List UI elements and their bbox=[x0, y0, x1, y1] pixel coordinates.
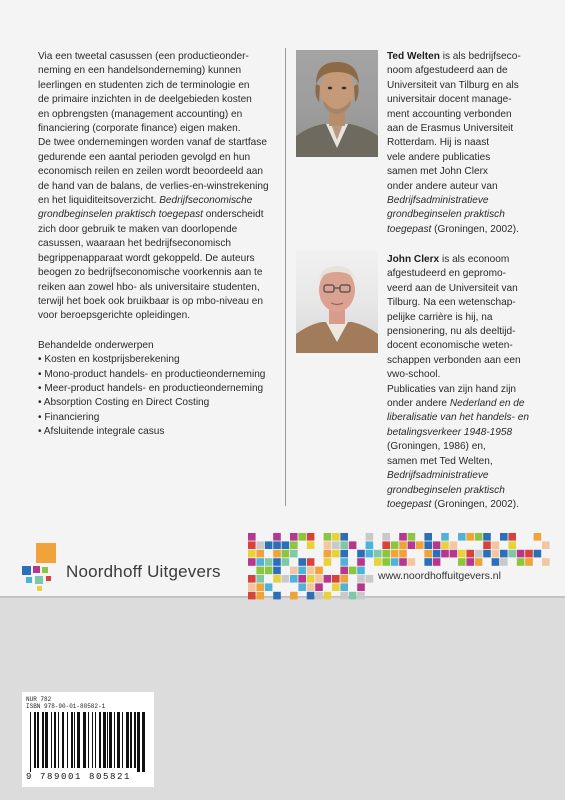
mosaic-square bbox=[265, 558, 273, 566]
blurb-line: financiering (corporate finance) eigen maken. bbox=[38, 123, 241, 135]
portrait-illustration bbox=[296, 50, 378, 157]
blurb-line: De twee ondernemingen worden vanaf de startfase bbox=[38, 137, 267, 149]
mosaic-square bbox=[332, 533, 340, 541]
mosaic-square bbox=[366, 541, 374, 549]
barcode-bar bbox=[30, 712, 31, 772]
author-photo-ted-welten bbox=[296, 50, 378, 157]
mosaic-square bbox=[315, 575, 323, 583]
topics-heading: Behandelde onderwerpen bbox=[38, 339, 154, 351]
mosaic-square bbox=[332, 550, 340, 558]
mosaic-square bbox=[265, 583, 273, 591]
mosaic-square bbox=[256, 592, 264, 600]
mosaic-square bbox=[273, 592, 281, 600]
mosaic-square bbox=[340, 575, 348, 583]
blurb-line: casussen, waaraan het bedrijfseconomisch bbox=[38, 238, 232, 250]
mosaic-square bbox=[340, 558, 348, 566]
mosaic-square bbox=[458, 558, 466, 566]
mosaic-square bbox=[307, 567, 315, 575]
blurb-line: onderscheidt bbox=[202, 209, 264, 221]
mosaic-square bbox=[433, 558, 441, 566]
mosaic-square bbox=[357, 592, 365, 600]
barcode-bar bbox=[74, 712, 75, 768]
mosaic-square bbox=[433, 541, 441, 549]
mosaic-square bbox=[391, 541, 399, 549]
barcode-bar bbox=[54, 712, 56, 768]
mosaic-square bbox=[408, 558, 416, 566]
barcode-label bbox=[22, 692, 154, 787]
mosaic-square bbox=[256, 567, 264, 575]
mosaic-square bbox=[298, 533, 306, 541]
mosaic-square bbox=[525, 558, 533, 566]
barcode-bar bbox=[134, 712, 136, 768]
mosaic-square bbox=[248, 533, 256, 541]
mosaic-square bbox=[273, 575, 281, 583]
mosaic-square bbox=[382, 533, 390, 541]
mosaic-square bbox=[483, 541, 491, 549]
topic-item: • Financiering bbox=[38, 411, 100, 423]
mosaic-square bbox=[332, 575, 340, 583]
mosaic-square bbox=[332, 541, 340, 549]
blurb-line: Via een tweetal casussen (een productieonder- bbox=[38, 51, 249, 62]
mosaic-square bbox=[256, 541, 264, 549]
blurb-line: begrippenapparaat wordt gekoppeld. De auteurs bbox=[38, 252, 255, 264]
mosaic-square bbox=[282, 550, 290, 558]
blurb-paragraph-2 bbox=[38, 136, 274, 323]
mosaic-square bbox=[534, 550, 542, 558]
mosaic-square bbox=[256, 575, 264, 583]
barcode-bar bbox=[51, 712, 52, 768]
topic-item: • Meer-product handels- en productieonderneming bbox=[38, 382, 264, 394]
mosaic-square bbox=[248, 558, 256, 566]
mosaic-square bbox=[483, 533, 491, 541]
mosaic-square bbox=[441, 533, 449, 541]
barcode-bar bbox=[42, 712, 44, 768]
blurb-paragraph-1 bbox=[38, 50, 274, 136]
barcode-bar bbox=[71, 712, 73, 768]
mosaic-square bbox=[349, 567, 357, 575]
mosaic-square bbox=[399, 558, 407, 566]
isbn-code: ISBN 978-90-01-80582-1 bbox=[26, 703, 106, 710]
mosaic-square bbox=[441, 541, 449, 549]
barcode-bar bbox=[37, 712, 39, 768]
mosaic-square bbox=[500, 533, 508, 541]
mosaic-square bbox=[340, 533, 348, 541]
mosaic-square bbox=[265, 567, 273, 575]
blurb-line: en het liquiditeitsoverzicht. bbox=[38, 195, 157, 207]
mosaic-square bbox=[282, 558, 290, 566]
ean-number: 9 789001 805821 bbox=[26, 772, 132, 782]
mosaic-square bbox=[298, 575, 306, 583]
blurb-line: voor beroepsgerichte opleidingen. bbox=[38, 310, 191, 322]
mosaic-square bbox=[324, 550, 332, 558]
mosaic-square bbox=[307, 541, 315, 549]
author-bio-john-clerx: John Clerx is als econoom afgestudeerd en gepromo- veerd aan de Universiteit van Tilburg. Na een wetenschap- pelijke carrière is hij, na pensionering, nu als deeltijd- docent economische weten- schappen verbonden aan een vwo-school. Publicaties van zijn hand zijn onder andere Nederland en de liberalisatie van het handels- en betalingsverkeer 1948-1958 (Groningen, 1986) en, samen met Ted Welten, Bedrijfsadministratieve grondbeginselen praktisch toegepast (Groningen, 2002). bbox=[387, 254, 529, 510]
mosaic-square bbox=[357, 583, 365, 591]
publisher-url: www.noordhoffuitgevers.nl bbox=[378, 570, 501, 582]
barcode-bar bbox=[130, 712, 132, 768]
mosaic-square bbox=[466, 558, 474, 566]
mosaic-square bbox=[307, 592, 315, 600]
mosaic-square bbox=[256, 550, 264, 558]
mosaic-square bbox=[441, 550, 449, 558]
book-title-italic: grondbeginselen praktisch toegepast bbox=[38, 209, 203, 221]
mosaic-square bbox=[265, 541, 273, 549]
mosaic-square bbox=[340, 550, 348, 558]
mosaic-square bbox=[248, 592, 256, 600]
barcode-bar bbox=[83, 712, 86, 768]
topic-item: • Kosten en kostprijsberekening bbox=[38, 354, 180, 366]
mosaic-square bbox=[542, 558, 550, 566]
barcode-bar bbox=[109, 712, 112, 768]
mosaic-square bbox=[475, 550, 483, 558]
mosaic-square bbox=[273, 533, 281, 541]
blurb-line: reiken aan zowel hbo- als universitaire studenten, bbox=[38, 281, 260, 293]
mosaic-square bbox=[508, 541, 516, 549]
mosaic-square bbox=[248, 575, 256, 583]
mosaic-square bbox=[290, 533, 298, 541]
mosaic-square bbox=[416, 541, 424, 549]
mosaic-square bbox=[256, 558, 264, 566]
mosaic-square bbox=[408, 541, 416, 549]
mosaic-square bbox=[408, 533, 416, 541]
mosaic-square bbox=[315, 583, 323, 591]
mosaic-square bbox=[391, 550, 399, 558]
mosaic-square bbox=[399, 550, 407, 558]
mosaic-square bbox=[424, 533, 432, 541]
topics-list bbox=[38, 353, 274, 439]
mosaic-square bbox=[298, 583, 306, 591]
mosaic-square bbox=[517, 550, 525, 558]
blurb-line: de primaire inzichten in de deelgebieden kosten bbox=[38, 94, 252, 106]
mosaic-square bbox=[340, 541, 348, 549]
mosaic-square bbox=[450, 541, 458, 549]
mosaic-square bbox=[466, 550, 474, 558]
blurb-line: neming en een handelsonderneming) kunnen bbox=[38, 65, 242, 77]
mosaic-square bbox=[492, 558, 500, 566]
mosaic-square bbox=[424, 550, 432, 558]
mosaic-square bbox=[307, 575, 315, 583]
mosaic-square bbox=[324, 575, 332, 583]
mosaic-square bbox=[357, 567, 365, 575]
mosaic-square bbox=[248, 583, 256, 591]
mosaic-square bbox=[290, 550, 298, 558]
mosaic-square bbox=[424, 558, 432, 566]
barcode-bar bbox=[103, 712, 106, 768]
barcode-bar bbox=[114, 712, 115, 768]
mosaic-square bbox=[248, 541, 256, 549]
mosaic-square bbox=[399, 541, 407, 549]
author-bio-ted-welten: Ted Welten is als bedrijfseco- noom afgestudeerd aan de Universiteit van Tilburg en als universitair docent manage- ment accounting verbonden aan de Erasmus Universiteit Rotterdam. Hij is naast vele andere publicaties samen met John Clerx onder andere auteur van Bedrijfsadministratieve grondbeginselen praktisch toegepast (Groningen, 2002). bbox=[387, 51, 521, 235]
column-divider bbox=[285, 48, 286, 506]
mosaic-square bbox=[458, 550, 466, 558]
portrait-illustration bbox=[296, 250, 378, 353]
mosaic-square bbox=[290, 575, 298, 583]
mosaic-square bbox=[391, 558, 399, 566]
mosaic-square bbox=[525, 550, 533, 558]
mosaic-square bbox=[340, 592, 348, 600]
mosaic-square bbox=[500, 558, 508, 566]
mosaic-square bbox=[382, 550, 390, 558]
mosaic-square bbox=[399, 533, 407, 541]
author-photo-john-clerx bbox=[296, 250, 378, 353]
book-title-italic: Bedrijfseconomische bbox=[159, 195, 253, 207]
mosaic-square bbox=[290, 567, 298, 575]
nur-code: NUR 782 bbox=[26, 696, 52, 703]
mosaic-square bbox=[433, 550, 441, 558]
mosaic-square bbox=[366, 533, 374, 541]
mosaic-square bbox=[508, 550, 516, 558]
mosaic-square bbox=[273, 541, 281, 549]
mosaic-square bbox=[366, 550, 374, 558]
mosaic-square bbox=[324, 533, 332, 541]
publisher-logo-icon bbox=[22, 543, 66, 596]
mosaic-square bbox=[424, 541, 432, 549]
barcode-bar bbox=[126, 712, 129, 768]
mosaic-square bbox=[458, 533, 466, 541]
barcode-bar bbox=[107, 712, 108, 768]
topic-item: • Mono-product handels- en productieonderneming bbox=[38, 368, 266, 380]
mosaic-square bbox=[324, 558, 332, 566]
mosaic-square bbox=[475, 533, 483, 541]
mosaic-square bbox=[357, 558, 365, 566]
barcode-bar bbox=[34, 712, 36, 768]
mosaic-square bbox=[315, 567, 323, 575]
publisher-name: Noordhoff Uitgevers bbox=[66, 562, 221, 581]
mosaic-square bbox=[282, 575, 290, 583]
mosaic-square bbox=[315, 592, 323, 600]
author-name: Ted Welten bbox=[387, 51, 440, 62]
mosaic-square bbox=[542, 541, 550, 549]
mosaic-square bbox=[357, 550, 365, 558]
mosaic-square bbox=[290, 592, 298, 600]
blurb-line: leerlingen en studenten zich de terminologie en bbox=[38, 79, 250, 91]
mosaic-square bbox=[466, 533, 474, 541]
barcode-bar bbox=[77, 712, 80, 768]
mosaic-square bbox=[366, 575, 374, 583]
mosaic-square bbox=[273, 550, 281, 558]
mosaic-square bbox=[273, 558, 281, 566]
blurb-column bbox=[38, 50, 274, 440]
barcode-bar bbox=[95, 712, 96, 768]
barcode-bar bbox=[137, 712, 140, 772]
barcode-bar bbox=[117, 712, 120, 768]
mosaic-square bbox=[450, 550, 458, 558]
mosaic-square bbox=[248, 550, 256, 558]
barcode-bar bbox=[122, 712, 123, 768]
mosaic-square bbox=[534, 533, 542, 541]
blurb-line: zich door gebruik te maken van doorlopende bbox=[38, 223, 238, 235]
barcode-bar bbox=[62, 712, 64, 768]
blurb-line: gedurende een aantal perioden gevolgd en hun bbox=[38, 151, 251, 163]
topic-item: • Afsluitende integrale casus bbox=[38, 426, 165, 438]
blurb-line: economisch reilen en zeilen wordt beoordeeld aan bbox=[38, 166, 264, 178]
mosaic-square bbox=[324, 541, 332, 549]
mosaic-square bbox=[492, 541, 500, 549]
barcode-bar bbox=[99, 712, 101, 768]
barcode-bar bbox=[45, 712, 48, 768]
mosaic-square bbox=[475, 558, 483, 566]
author-name: John Clerx bbox=[387, 254, 440, 265]
mosaic-square bbox=[492, 550, 500, 558]
mosaic-square bbox=[273, 567, 281, 575]
blurb-line: terwijl het boek ook bruikbaar is op mbo-niveau en bbox=[38, 295, 263, 307]
mosaic-square bbox=[282, 541, 290, 549]
barcode-bars bbox=[26, 712, 150, 772]
barcode-bar bbox=[92, 712, 93, 768]
mosaic-square bbox=[517, 558, 525, 566]
mosaic-square bbox=[382, 558, 390, 566]
mosaic-square bbox=[298, 567, 306, 575]
mosaic-square bbox=[374, 558, 382, 566]
mosaic-square bbox=[483, 550, 491, 558]
mosaic-square bbox=[382, 541, 390, 549]
mosaic-square bbox=[256, 583, 264, 591]
mosaic-square bbox=[340, 567, 348, 575]
blurb-line: beogen zo bedrijfseconomische voorkennis aan te bbox=[38, 267, 263, 279]
mosaic-square bbox=[324, 592, 332, 600]
mosaic-square bbox=[500, 550, 508, 558]
barcode-bar bbox=[88, 712, 89, 768]
barcode-bar bbox=[142, 712, 145, 772]
mosaic-square bbox=[332, 583, 340, 591]
barcode-bar bbox=[58, 712, 59, 768]
barcode-bar bbox=[67, 712, 68, 768]
mosaic-square bbox=[374, 550, 382, 558]
mosaic-square bbox=[290, 541, 298, 549]
mosaic-square bbox=[357, 575, 365, 583]
mosaic-square bbox=[349, 541, 357, 549]
mosaic-square bbox=[508, 533, 516, 541]
mosaic-square bbox=[307, 558, 315, 566]
mosaic-square bbox=[298, 558, 306, 566]
topic-item: • Absorption Costing en Direct Costing bbox=[38, 397, 210, 409]
mosaic-square bbox=[307, 533, 315, 541]
mosaic-square bbox=[307, 583, 315, 591]
blurb-line: en opbrengsten (management accounting) en bbox=[38, 108, 243, 120]
mosaic-square bbox=[349, 592, 357, 600]
color-mosaic-graphic bbox=[248, 533, 558, 603]
blurb-line: de hand van de balans, de verlies-en-winstrekening bbox=[38, 180, 269, 192]
mosaic-square bbox=[340, 583, 348, 591]
